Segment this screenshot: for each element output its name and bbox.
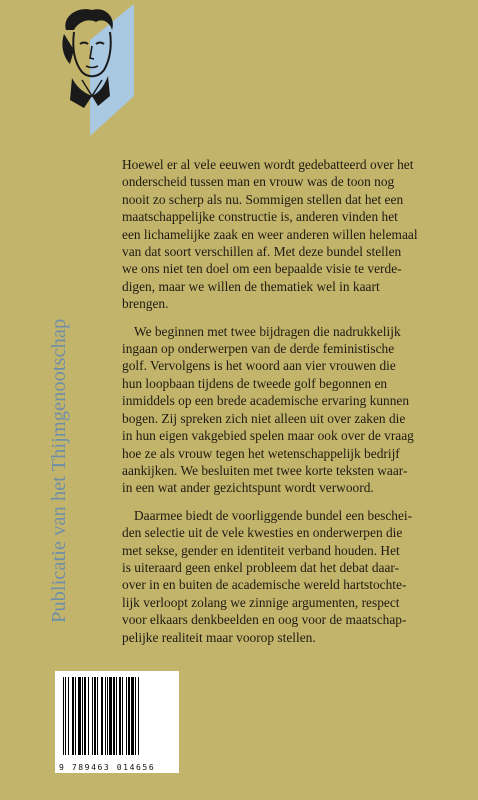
text-line: golf. Vervolgens is het woord aan vier vrouwen die — [122, 358, 396, 374]
barcode-bar — [84, 677, 86, 755]
text-line: Hoewel er al vele eeuwen wordt gedebatteerd over het — [122, 157, 414, 172]
text-line: digen, maar we willen de thematiek wel in kaart — [122, 278, 380, 294]
text-line: is uiteraard geen enkel probleem dat het debat daar- — [122, 559, 400, 575]
barcode-bar — [126, 677, 127, 755]
text-line: inmiddels op een brede academische ervaring kunnen — [122, 393, 410, 409]
series-title — [44, 158, 74, 623]
barcode-bar — [68, 677, 69, 755]
barcode-bar — [97, 677, 98, 755]
publisher-logo — [52, 0, 142, 140]
barcode-bar — [135, 677, 136, 755]
text-line: lijk verloopt zolang we zinnige argumenten, respect — [122, 594, 400, 610]
barcode-bar — [109, 677, 112, 755]
text-line: den selectie uit de vele kwesties en onderwerpen die — [122, 525, 403, 541]
barcode-bar — [72, 677, 74, 755]
barcode-bar — [88, 677, 89, 755]
paragraph-3 — [122, 507, 444, 646]
text-line: van dat soort verschillen af. Met deze bundel stellen — [122, 244, 402, 260]
text-line: pelijke realiteit maar voorop stellen. — [122, 629, 316, 645]
barcode-icon — [63, 677, 171, 757]
barcode-bar — [63, 677, 64, 755]
barcode-bar — [138, 677, 139, 755]
barcode-bar — [116, 677, 117, 755]
text-line: over in en buiten de academische wereld hartstochte- — [122, 577, 407, 593]
text-line: een lichamelijke zaak en weer anderen willen helemaal — [122, 226, 418, 242]
text-line: voor elkaars denkbeelden en oog voor de maatschap- — [122, 612, 407, 628]
text-line: in hun eigen vakgebied spelen maar ook over de vraag — [122, 428, 414, 444]
portrait-icon — [52, 0, 142, 140]
series-title-text: Publicatie van het Thijmgenootschap — [48, 318, 70, 623]
text-line: aankijken. We besluiten met twee korte teksten waar- — [122, 462, 408, 478]
text-line: ingaan op onderwerpen van de derde feministische — [122, 341, 395, 357]
text-line: We beginnen met twee bijdragen die nadrukkelijk — [134, 323, 401, 339]
text-line: nooit zo scherp als nu. Sommigen stellen dat het een — [122, 191, 404, 207]
barcode-bar — [131, 677, 134, 755]
barcode-bar — [75, 677, 76, 755]
text-line: met sekse, gender en identiteit verband houden. Het — [122, 542, 400, 558]
paragraph-1 — [122, 156, 444, 313]
barcode-bar — [105, 677, 106, 755]
barcode-bar — [128, 677, 130, 755]
text-line: hun loopbaan tijdens de tweede golf begonnen en — [122, 375, 388, 391]
barcode-bar — [82, 677, 83, 755]
back-cover-blurb — [122, 156, 444, 656]
barcode-bar — [92, 677, 93, 755]
text-line: we ons niet ten doel om een bepaalde visie te verde- — [122, 261, 402, 277]
barcode-bar — [78, 677, 81, 755]
text-line: onderscheid tussen man en vrouw was de toon nog — [122, 174, 395, 190]
isbn-barcode — [55, 671, 179, 773]
text-line: maatschappelijke constructie is, anderen vinden het — [122, 209, 398, 225]
barcode-bar — [119, 677, 121, 755]
barcode-bar — [122, 677, 123, 755]
text-line: bogen. Zij spreken zich niet alleen uit over zaken die — [122, 410, 406, 426]
isbn-number: 9 789463 014656 — [59, 763, 156, 772]
text-line: hoe ze als vrouw tegen het wetenschappelijk bedrijf — [122, 445, 400, 461]
text-line: Daarmee biedt de voorliggende bundel een beschei- — [134, 507, 413, 523]
text-line: in een wat ander gezichtspunt wordt verwoord. — [122, 480, 374, 496]
barcode-bar — [107, 677, 108, 755]
text-line: brengen. — [122, 296, 169, 312]
barcode-bar — [94, 677, 96, 755]
barcode-bar — [113, 677, 115, 755]
paragraph-2 — [122, 323, 444, 497]
barcode-bar — [65, 677, 66, 755]
barcode-bar — [101, 677, 103, 755]
